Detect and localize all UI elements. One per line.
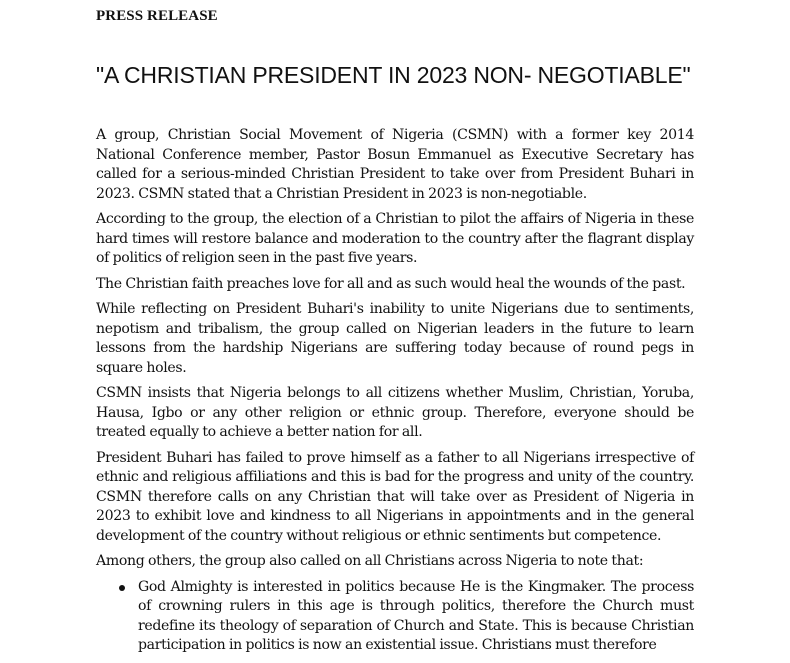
paragraph: President Buhari has failed to prove himself as a father to all Nigerians irrespective of ethnic and religious affiliations and this is bad for the progress and unity of the country. CSMN therefore calls on any Christian that will take over as President of Nigeria in 2023 to exhibit love and kindness to all Nigerians in appointments and in the general development of the country without religious or ethnic sentiments but competence. bbox=[96, 449, 694, 544]
paragraph: The Christian faith preaches love for all and as such would heal the wounds of the past. bbox=[96, 275, 686, 292]
paragraph: A group, Christian Social Movement of Nigeria (CSMN) with a former key 2014 National Conference member, Pastor Bosun Emmanuel as Executive Secretary has called for a serious-minded Christian President to take over from President Buhari in 2023. CSMN stated that a Christian President in 2023 is non-negotiable. bbox=[96, 127, 694, 202]
paragraph: CSMN insists that Nigeria belongs to all citizens whether Muslim, Christian, Yoruba, Hausa, Igbo or any other religion or ethnic group. Therefore, everyone should be treated equally to achieve a better nation for all. bbox=[96, 385, 694, 440]
paragraph: According to the group, the election of a Christian to pilot the affairs of Nigeria in these hard times will restore balance and moderation to the country after the flagrant display of politics of religion seen in the past five years. bbox=[96, 211, 694, 266]
press-release-label: PRESS RELEASE bbox=[96, 8, 218, 24]
body-text bbox=[96, 126, 694, 656]
paragraph: While reflecting on President Buhari's inability to unite Nigerians due to sentiments, nepotism and tribalism, the group called on Nigerian leaders in the future to learn lessons from the hardship Nigerians are suffering today because of round pegs in square holes. bbox=[96, 301, 694, 376]
bullet-item bbox=[138, 578, 694, 656]
bullet-list bbox=[96, 578, 694, 656]
headline: "A CHRISTIAN PRESIDENT IN 2023 NON- NEGOTIABLE" bbox=[96, 62, 691, 88]
bullet-dot-icon bbox=[119, 585, 125, 591]
paragraph: Among others, the group also called on all Christians across Nigeria to note that: bbox=[96, 553, 644, 569]
bullet-text: God Almighty is interested in politics because He is the Kingmaker. The process of crowning rulers in this age is through politics, therefore the Church must redefine its theology of separation of Church and State. This is because Christian participation in politics is now an existential issue. Christians must therefore bbox=[138, 578, 694, 653]
